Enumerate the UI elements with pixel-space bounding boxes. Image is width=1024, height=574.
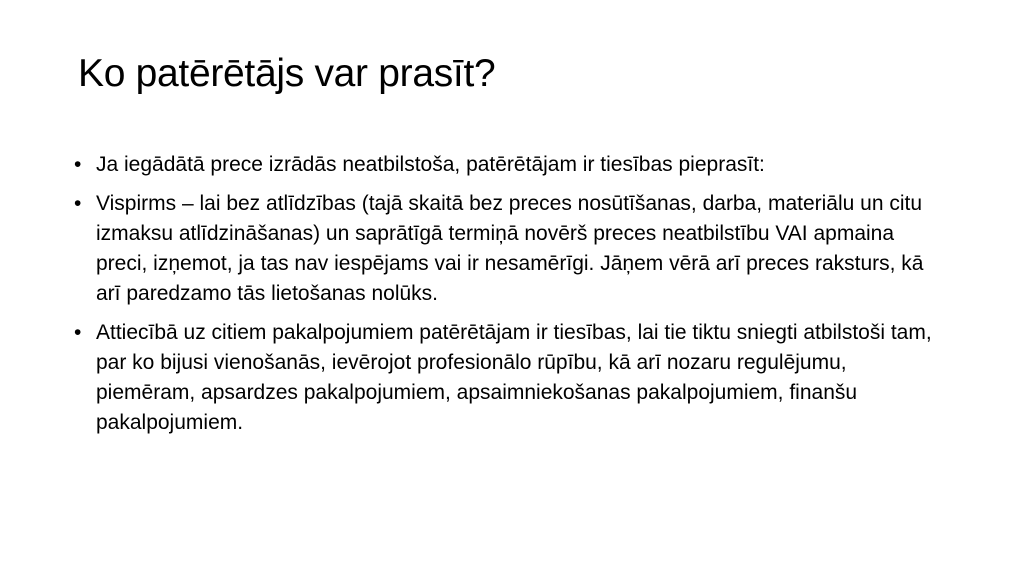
bullet-item-purchase-rights [72, 150, 942, 180]
bullet-text: Vispirms – lai bez atlīdzības (tajā skaitā bez preces nosūtīšanas, darba, materiālu un citu izmaksu atlīdzināšanas) un saprātīgā termiņā novērš preces neatbilstību VAI apmaina preci, izņemot, ja tas nav iespējams vai ir nesamērīgi. Jāņem vērā arī preces raksturs, kā arī paredzamo tās lietošanas nolūks. [96, 192, 924, 305]
bullet-text: Ja iegādātā prece izrādās neatbilstoša, patērētājam ir tiesības pieprasīt: [96, 153, 765, 176]
bullet-item-other-services [72, 318, 942, 438]
bullet-marker-icon: • [74, 153, 82, 176]
bullet-text: Attiecībā uz citiem pakalpojumiem patērētājam ir tiesības, lai tie tiktu sniegti atbilstoši tam, par ko bijusi vienošanās, ievērojot profesionālo rūpību, kā arī nozaru regulējumu, piemēram, apsardzes pakalpojumiem, apsaimniekošanas pakalpojumiem, finanšu pakalpojumiem. [96, 321, 932, 434]
bullet-item-repair-or-replace [72, 189, 942, 309]
slide-title: Ko patērētājs var prasīt? [78, 52, 496, 95]
bullet-marker-icon: • [74, 192, 82, 215]
bullet-list [72, 150, 942, 447]
bullet-marker-icon: • [74, 321, 82, 344]
